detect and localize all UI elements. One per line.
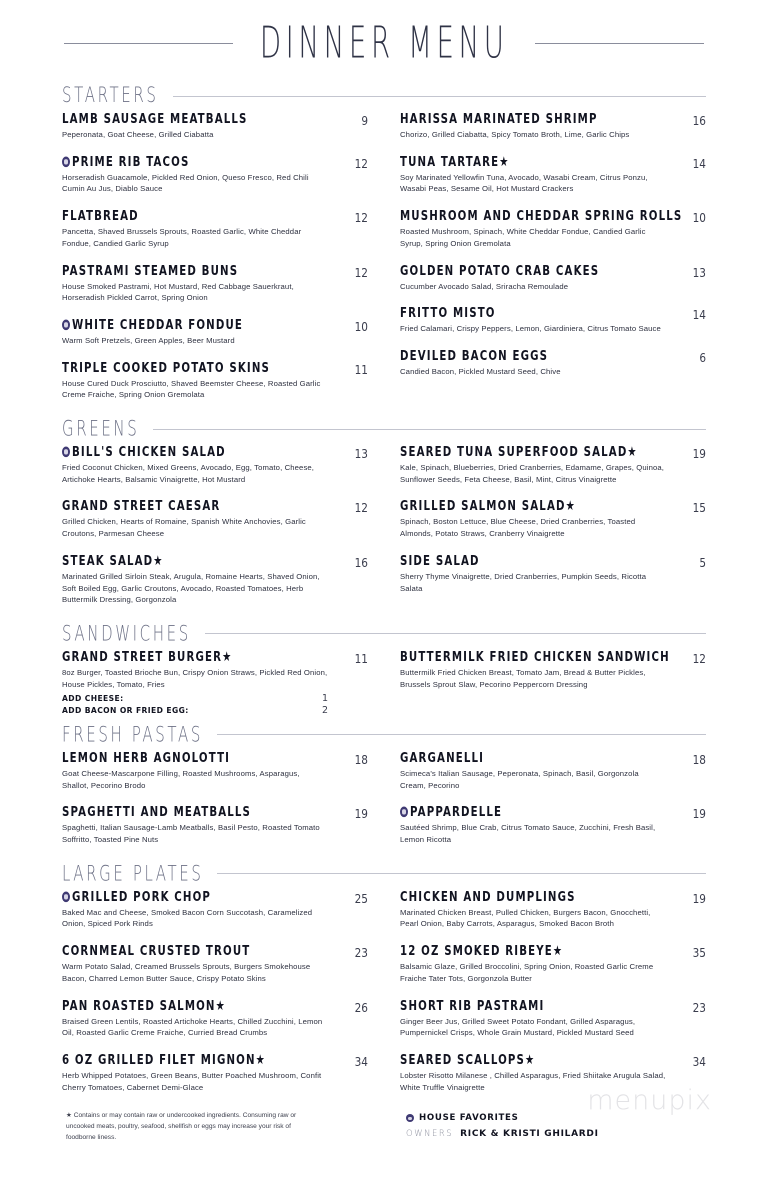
section-header <box>62 81 706 109</box>
menu-item-price: 13 <box>692 265 706 280</box>
menu-item-main <box>62 114 328 141</box>
addon-label: ADD BACON OR FRIED EGG: <box>62 706 189 716</box>
menu-item-name <box>400 890 666 905</box>
menu-item-price: 5 <box>699 555 706 571</box>
menu-item-price: 12 <box>692 651 706 667</box>
menu-item-name <box>400 806 666 821</box>
menu-item-price: 11 <box>354 651 368 667</box>
menu-item-price: 16 <box>692 114 706 129</box>
menu-item-name <box>62 554 328 569</box>
house-favorite-dot-icon <box>400 807 408 818</box>
menu-item-name <box>400 944 666 959</box>
menu-item-description: Sherry Thyme Vinaigrette, Dried Cranberries, Pumpkin Seeds, Ricotta Salata <box>400 571 647 593</box>
menu-item-main <box>400 447 666 485</box>
addon-price: 2 <box>321 705 328 717</box>
menu-item-main <box>62 154 328 195</box>
section-rule <box>217 873 706 874</box>
menu-item-main <box>62 807 328 845</box>
menu-item-main <box>400 209 683 249</box>
menu-item-description: Fried Calamari, Crispy Peppers, Lemon, Giardiniera, Citrus Tomato Sauce <box>400 324 661 334</box>
house-favorite-dot-icon <box>62 447 70 458</box>
menu-item-price: 12 <box>354 156 368 172</box>
menu-item-name <box>62 209 328 224</box>
menu-item-main <box>400 889 666 930</box>
section-title: LARGE PLATES <box>62 859 204 886</box>
menu-item-price: 35 <box>692 946 706 961</box>
menu-item-price: 15 <box>692 501 706 516</box>
menu-item-name <box>62 112 328 127</box>
menu-item <box>62 360 368 401</box>
menu-item <box>400 263 706 293</box>
menu-item-description: Candied Bacon, Pickled Mustard Seed, Chive <box>400 366 561 376</box>
menu-item-main <box>400 308 666 335</box>
menupix-watermark: menupix <box>587 1085 712 1116</box>
menu-item <box>62 998 368 1039</box>
menu-item-main <box>400 263 666 293</box>
menu-item-description: Ginger Beer Jus, Grilled Sweet Potato Fondant, Grilled Asparagus, Pumpernickel Crisps, Whole Grain Mustard, Pickled Mustard Seed <box>400 1016 636 1038</box>
menu-item-description: Horseradish Guacamole, Pickled Red Onion, Queso Fresco, Red Chili Cumin Au Jus, Diablo Sauce <box>62 172 309 194</box>
menu-item <box>62 211 368 249</box>
menu-column-right <box>400 114 706 378</box>
menu-item-name <box>400 209 683 224</box>
section-title: STARTERS <box>62 81 159 109</box>
menu-column-left <box>62 889 368 1094</box>
menu-item-name-text: DEVILED BACON EGGS <box>400 349 549 364</box>
menu-item-price: 12 <box>354 501 368 516</box>
menu-item <box>400 114 706 141</box>
addon-price: 1 <box>321 693 328 705</box>
menu-item <box>62 320 368 347</box>
menu-item-description: Marinated Grilled Sirloin Steak, Arugula, Romaine Hearts, Shaved Onion, Soft Boiled Egg, Garlic Croutons, Avocado, Roasted Tomatoes, Herb Buttermilk Dressing, Gorgonzola <box>62 571 320 605</box>
menu-item-name-text: SEARED TUNA SUPERFOOD SALAD★ <box>400 445 638 460</box>
menu-item-name-text: FLATBREAD <box>62 209 139 224</box>
menu-item-name <box>62 1053 328 1068</box>
menu-column-right <box>400 447 706 594</box>
menu-item-price: 13 <box>354 447 368 462</box>
menu-column-right <box>400 652 706 690</box>
menu-item-description: Buttermilk Fried Chicken Breast, Tomato Jam, Bread & Butter Pickles, Brussels Sprout Slaw, Pecorino Peppercorn Dressing <box>400 667 646 689</box>
section-columns <box>62 889 706 1094</box>
menu-item-description: 8oz Burger, Toasted Brioche Bun, Crispy Onion Straws, Pickled Red Onion, House Pickles, Tomato, Fries <box>62 667 328 689</box>
section-rule <box>205 633 706 634</box>
menu-column-left <box>62 447 368 606</box>
addon-row <box>62 693 328 705</box>
menu-masthead <box>0 0 768 86</box>
masthead-rule-left <box>64 43 233 44</box>
menu-item-main <box>62 998 328 1039</box>
menu-column-right <box>400 889 706 1094</box>
menu-item-name <box>400 1053 666 1068</box>
section-header <box>62 720 706 747</box>
menu-item-main <box>62 211 328 249</box>
menu-item-name <box>400 155 666 170</box>
menu-section-large-plates <box>62 859 706 1094</box>
menu-item-price: 14 <box>692 156 706 172</box>
menu-item-name <box>62 806 328 821</box>
menu-item-name <box>400 349 666 364</box>
owners-line <box>406 1128 706 1139</box>
menu-item-main <box>62 889 328 930</box>
menu-item-name-text: CHICKEN AND DUMPLINGS <box>400 889 576 905</box>
section-columns <box>62 114 706 401</box>
menu-item-name-text: STEAK SALAD★ <box>62 554 164 569</box>
menu-item-description: House Smoked Pastrami, Hot Mustard, Red Cabbage Sauerkraut, Horseradish Pickled Carrot, Spring Onion <box>62 281 294 303</box>
menu-item-name-text: BUTTERMILK FRIED CHICKEN SANDWICH <box>400 650 670 665</box>
menu-column-left <box>62 652 368 717</box>
menu-item-price: 23 <box>354 946 368 961</box>
menu-item-description: Soy Marinated Yellowfin Tuna, Avocado, Wasabi Cream, Citrus Ponzu, Wasabi Peas, Sesame Oil, Hot Mustard Crackers <box>400 172 648 194</box>
menu-item-name-text: 6 OZ GRILLED FILET MIGNON★ <box>62 1053 266 1068</box>
menu-item-name-text: SHORT RIB PASTRAMI <box>400 998 545 1014</box>
section-header <box>62 859 706 886</box>
menu-column-left <box>62 753 368 846</box>
menu-item <box>62 501 368 539</box>
menu-item-name-text: PAPPARDELLE <box>410 805 503 821</box>
menu-item-name-text: PASTRAMI STEAMED BUNS <box>62 263 239 279</box>
section-title: FRESH PASTAS <box>62 720 203 747</box>
menu-item-main <box>400 998 666 1039</box>
menu-item-main <box>62 320 328 347</box>
menu-item <box>400 154 706 195</box>
menu-item-main <box>400 351 666 378</box>
section-columns <box>62 753 706 846</box>
menu-item-name-text: WHITE CHEDDAR FONDUE <box>72 318 243 333</box>
menu-item-name <box>400 500 666 515</box>
house-favorites-label: HOUSE FAVORITES <box>419 1113 519 1124</box>
menu-item <box>62 1055 368 1093</box>
menu-item-name-text: LEMON HERB AGNOLOTTI <box>62 751 231 766</box>
section-rule <box>217 734 706 735</box>
menu-item-name <box>62 500 328 515</box>
menu-item <box>400 308 706 335</box>
menu-item-name-text: TRIPLE COOKED POTATO SKINS <box>62 360 271 376</box>
menu-item-name <box>400 650 670 665</box>
menu-item-main <box>400 501 666 539</box>
menu-footer <box>0 1111 768 1143</box>
menu-item-price: 34 <box>354 1054 368 1070</box>
section-columns <box>62 652 706 717</box>
menu-body <box>0 81 768 1093</box>
menu-item-description: Lobster Risotto Milanese , Chilled Asparagus, Fried Shiitake Arugula Salad, White Truffle Vinaigrette <box>400 1070 666 1092</box>
section-header <box>62 414 706 442</box>
menu-item-price: 19 <box>354 807 368 822</box>
menu-item <box>400 1055 706 1093</box>
menu-item-name <box>400 999 666 1014</box>
menu-item-description: Sautéed Shrimp, Blue Crab, Citrus Tomato Sauce, Zucchini, Fresh Basil, Lemon Ricotta <box>400 823 656 844</box>
owners-label: OWNERS <box>406 1128 454 1139</box>
menu-item-main <box>62 652 328 717</box>
menu-item <box>62 652 368 717</box>
menu-item-name <box>62 445 328 460</box>
menu-item-name-text: PRIME RIB TACOS <box>72 154 190 170</box>
menu-item-main <box>400 807 666 845</box>
menu-item-name <box>400 264 666 279</box>
menu-item-price: 18 <box>354 752 368 768</box>
menu-item-description: Warm Soft Pretzels, Green Apples, Beer Mustard <box>62 335 235 345</box>
menu-item-price: 12 <box>354 211 368 226</box>
menu-item-name-text: PAN ROASTED SALMON★ <box>62 998 226 1014</box>
menu-item <box>62 154 368 195</box>
menu-item-name <box>400 554 666 569</box>
menu-item-price: 6 <box>699 350 706 366</box>
menu-item <box>62 946 368 984</box>
menu-item-name-text: SEARED SCALLOPS★ <box>400 1053 536 1068</box>
section-header <box>62 619 706 647</box>
menu-section-fresh-pastas <box>62 720 706 846</box>
allergen-disclaimer: ★ Contains or may contain raw or undercooked ingredients. Consuming raw or uncooked meats, poultry, seafood, shellfish or eggs may increase your risk of foodborne liness. <box>66 1112 297 1141</box>
menu-section-sandwiches <box>62 619 706 717</box>
menu-item <box>400 556 706 594</box>
menu-item-main <box>400 946 666 984</box>
menu-item-name <box>400 751 666 766</box>
menu-item-main <box>400 1055 666 1093</box>
menu-item-main <box>62 360 328 401</box>
section-title: GREENS <box>62 414 140 442</box>
house-favorite-dot-icon <box>62 156 70 167</box>
menu-item-name-text: SPAGHETTI AND MEATBALLS <box>62 805 252 821</box>
menu-item-name <box>62 318 328 333</box>
menu-item <box>400 211 706 249</box>
menu-item-description: Grilled Chicken, Hearts of Romaine, Spanish White Anchovies, Garlic Croutons, Parmesan Cheese <box>62 517 306 539</box>
menu-item-description: Spinach, Boston Lettuce, Blue Cheese, Dried Cranberries, Toasted Almonds, Potato Straws, Cranberry Vinaigrette <box>400 517 636 539</box>
menu-item-name-text: GRILLED SALMON SALAD★ <box>400 499 576 515</box>
menu-item-description: Scimeca's Italian Sausage, Peperonata, Spinach, Basil, Gorgonzola Cream, Pecorino <box>400 768 639 790</box>
menu-item <box>400 351 706 378</box>
addon-label: ADD CHEESE: <box>62 694 124 704</box>
menu-item-description: Peperonata, Goat Cheese, Grilled Ciabatta <box>62 130 214 139</box>
menu-section-greens <box>62 414 706 606</box>
menu-item-name-text: 12 OZ SMOKED RIBEYE★ <box>400 944 564 959</box>
menu-item-main <box>62 946 328 984</box>
menu-item <box>400 501 706 539</box>
menu-item-name <box>62 361 328 376</box>
menu-item-name-text: SIDE SALAD <box>400 554 480 569</box>
menu-item-main <box>400 556 666 594</box>
menu-item-price: 11 <box>354 362 368 378</box>
menu-item <box>62 556 368 606</box>
menu-item-name-text: MUSHROOM AND CHEDDAR SPRING ROLLS <box>400 209 683 224</box>
menu-item <box>62 263 368 304</box>
menu-item <box>400 807 706 845</box>
menu-item <box>400 998 706 1039</box>
menu-item-name <box>400 445 666 460</box>
menu-item-price: 25 <box>354 891 368 907</box>
menu-item <box>400 889 706 930</box>
menu-item-main <box>62 501 328 539</box>
menu-item-name <box>62 751 328 766</box>
menu-item-price: 19 <box>692 891 706 907</box>
menu-item-price: 23 <box>692 1000 706 1015</box>
menu-item-description: Braised Green Lentils, Roasted Artichoke Hearts, Chilled Zucchini, Lemon Oil, Roasted Garlic Creme Fraiche, Curried Bread Crumbs <box>62 1016 323 1038</box>
menu-item-name-text: CORNMEAL CRUSTED TROUT <box>62 944 251 959</box>
menu-item-description: Pancetta, Shaved Brussels Sprouts, Roasted Garlic, White Cheddar Fondue, Candied Garlic Syrup <box>62 227 302 248</box>
menu-item <box>400 753 706 791</box>
menu-item-description: Balsamic Glaze, Grilled Broccolini, Spring Onion, Roasted Garlic Creme Fraiche Tater Tots, Gorgonzola Butter <box>400 962 654 983</box>
section-rule <box>173 96 707 97</box>
menu-item <box>62 447 368 485</box>
menu-item-description: House Cured Duck Prosciutto, Shaved Beemster Cheese, Roasted Garlic Creme Fraiche, Spring Onion Gremolata <box>62 378 321 400</box>
menu-item-description: Chorizo, Grilled Ciabatta, Spicy Tomato Broth, Lime, Garlic Chips <box>400 130 630 139</box>
menu-item-main <box>62 753 328 791</box>
menu-item-name-text: TUNA TARTARE★ <box>400 154 510 170</box>
menu-item-name-text: HARISSA MARINATED SHRIMP <box>400 112 598 127</box>
menu-item-name <box>400 112 666 127</box>
menu-item-name-text: GRAND STREET BURGER★ <box>62 650 233 665</box>
menu-item-name <box>62 264 328 279</box>
masthead-rule-right <box>535 43 704 44</box>
section-rule <box>153 429 706 430</box>
section-title: SANDWICHES <box>62 619 191 647</box>
owners-names: RICK & KRISTI GHILARDI <box>460 1129 599 1140</box>
menu-item-name-text: GRILLED PORK CHOP <box>72 889 212 905</box>
section-columns <box>62 447 706 606</box>
house-favorite-dot-icon <box>406 1114 414 1122</box>
menu-item <box>62 114 368 141</box>
menu-item-price: 14 <box>692 308 706 323</box>
menu-item-main <box>62 447 328 485</box>
addon-row <box>62 705 328 717</box>
menu-item-name <box>62 155 328 170</box>
house-favorite-dot-icon <box>62 319 70 330</box>
menu-item-name-text: GOLDEN POTATO CRAB CAKES <box>400 263 600 279</box>
menu-item <box>62 807 368 845</box>
menu-item-description: Baked Mac and Cheese, Smoked Bacon Corn Succotash, Caramelized Onion, Spiced Pork Rinds <box>62 907 313 929</box>
menu-section-starters <box>62 81 706 401</box>
menu-item <box>400 652 706 690</box>
menu-item-price: 19 <box>692 807 706 822</box>
menu-item-price: 10 <box>354 319 368 335</box>
menu-item-main <box>400 154 666 195</box>
menu-item <box>62 753 368 791</box>
menu-item-name-text: FRITTO MISTO <box>400 306 496 321</box>
footer-legend <box>406 1111 706 1139</box>
menu-item-name-text: GARGANELLI <box>400 751 485 766</box>
menu-item-description: Marinated Chicken Breast, Pulled Chicken, Burgers Bacon, Gnocchetti, Pearl Onion, Baby Carrots, Asparagus, Smoked Bacon Broth <box>400 907 651 929</box>
menu-item-description: Goat Cheese-Mascarpone Filling, Roasted Mushrooms, Asparagus, Shallot, Pecorino Brodo <box>62 768 300 790</box>
menu-item-main <box>62 556 328 606</box>
menu-item-price: 16 <box>354 555 368 571</box>
menu-item-name <box>62 944 328 959</box>
menu-item <box>400 447 706 485</box>
menu-item-price: 26 <box>354 1000 368 1015</box>
menu-column-right <box>400 753 706 846</box>
menu-item-name <box>62 650 328 665</box>
house-favorite-dot-icon <box>62 891 70 902</box>
menu-item-price: 9 <box>361 114 368 129</box>
menu-item-name <box>62 999 328 1014</box>
menu-item-main <box>400 114 666 141</box>
menu-item <box>62 889 368 930</box>
menu-item-main <box>62 1055 328 1093</box>
menu-item <box>400 946 706 984</box>
menu-item-name-text: BILL'S CHICKEN SALAD <box>72 445 226 460</box>
menu-item-name-text: GRAND STREET CAESAR <box>62 499 221 515</box>
menu-item-description: Roasted Mushroom, Spinach, White Cheddar Fondue, Candied Garlic Syrup, Spring Onion Gremolata <box>400 227 646 248</box>
menu-item-main <box>62 263 328 304</box>
menu-item-description: Kale, Spinach, Blueberries, Dried Cranberries, Edamame, Grapes, Quinoa, Sunflower Seeds, Feta Cheese, Basil, Mint, Citrus Vinaigrette <box>400 463 665 484</box>
menu-item-name <box>62 890 328 905</box>
house-favorites-legend <box>406 1113 706 1123</box>
menu-item-description: Warm Potato Salad, Creamed Brussels Sprouts, Burgers Smokehouse Bacon, Charred Lemon Butter Sauce, Crispy Potato Skins <box>62 962 311 983</box>
menu-item-price: 18 <box>692 752 706 768</box>
menu-item-price: 19 <box>692 447 706 462</box>
menu-item-addons <box>62 693 328 717</box>
menu-item-price: 34 <box>692 1054 706 1070</box>
menu-item-description: Cucumber Avocado Salad, Sriracha Remoulade <box>400 281 569 291</box>
menu-column-left <box>62 114 368 401</box>
menu-item-main <box>400 650 670 690</box>
menu-item-description: Herb Whipped Potatoes, Green Beans, Butter Poached Mushroom, Confit Cherry Tomatoes, Cabernet Demi-Glace <box>62 1070 322 1092</box>
menu-item-price: 10 <box>692 211 706 226</box>
menu-item-price: 12 <box>354 265 368 280</box>
menu-item-name-text: LAMB SAUSAGE MEATBALLS <box>62 112 248 127</box>
menu-item-description: Fried Coconut Chicken, Mixed Greens, Avocado, Egg, Tomato, Cheese, Artichoke Hearts, Balsamic Vinaigrette, Hot Mustard <box>62 463 315 484</box>
page-title: DINNER MENU <box>259 17 509 69</box>
menu-item-main <box>400 753 666 791</box>
menu-item-name <box>400 306 666 321</box>
menu-item-description: Spaghetti, Italian Sausage-Lamb Meatballs, Basil Pesto, Roasted Tomato Soffritto, Toasted Pine Nuts <box>62 823 320 844</box>
